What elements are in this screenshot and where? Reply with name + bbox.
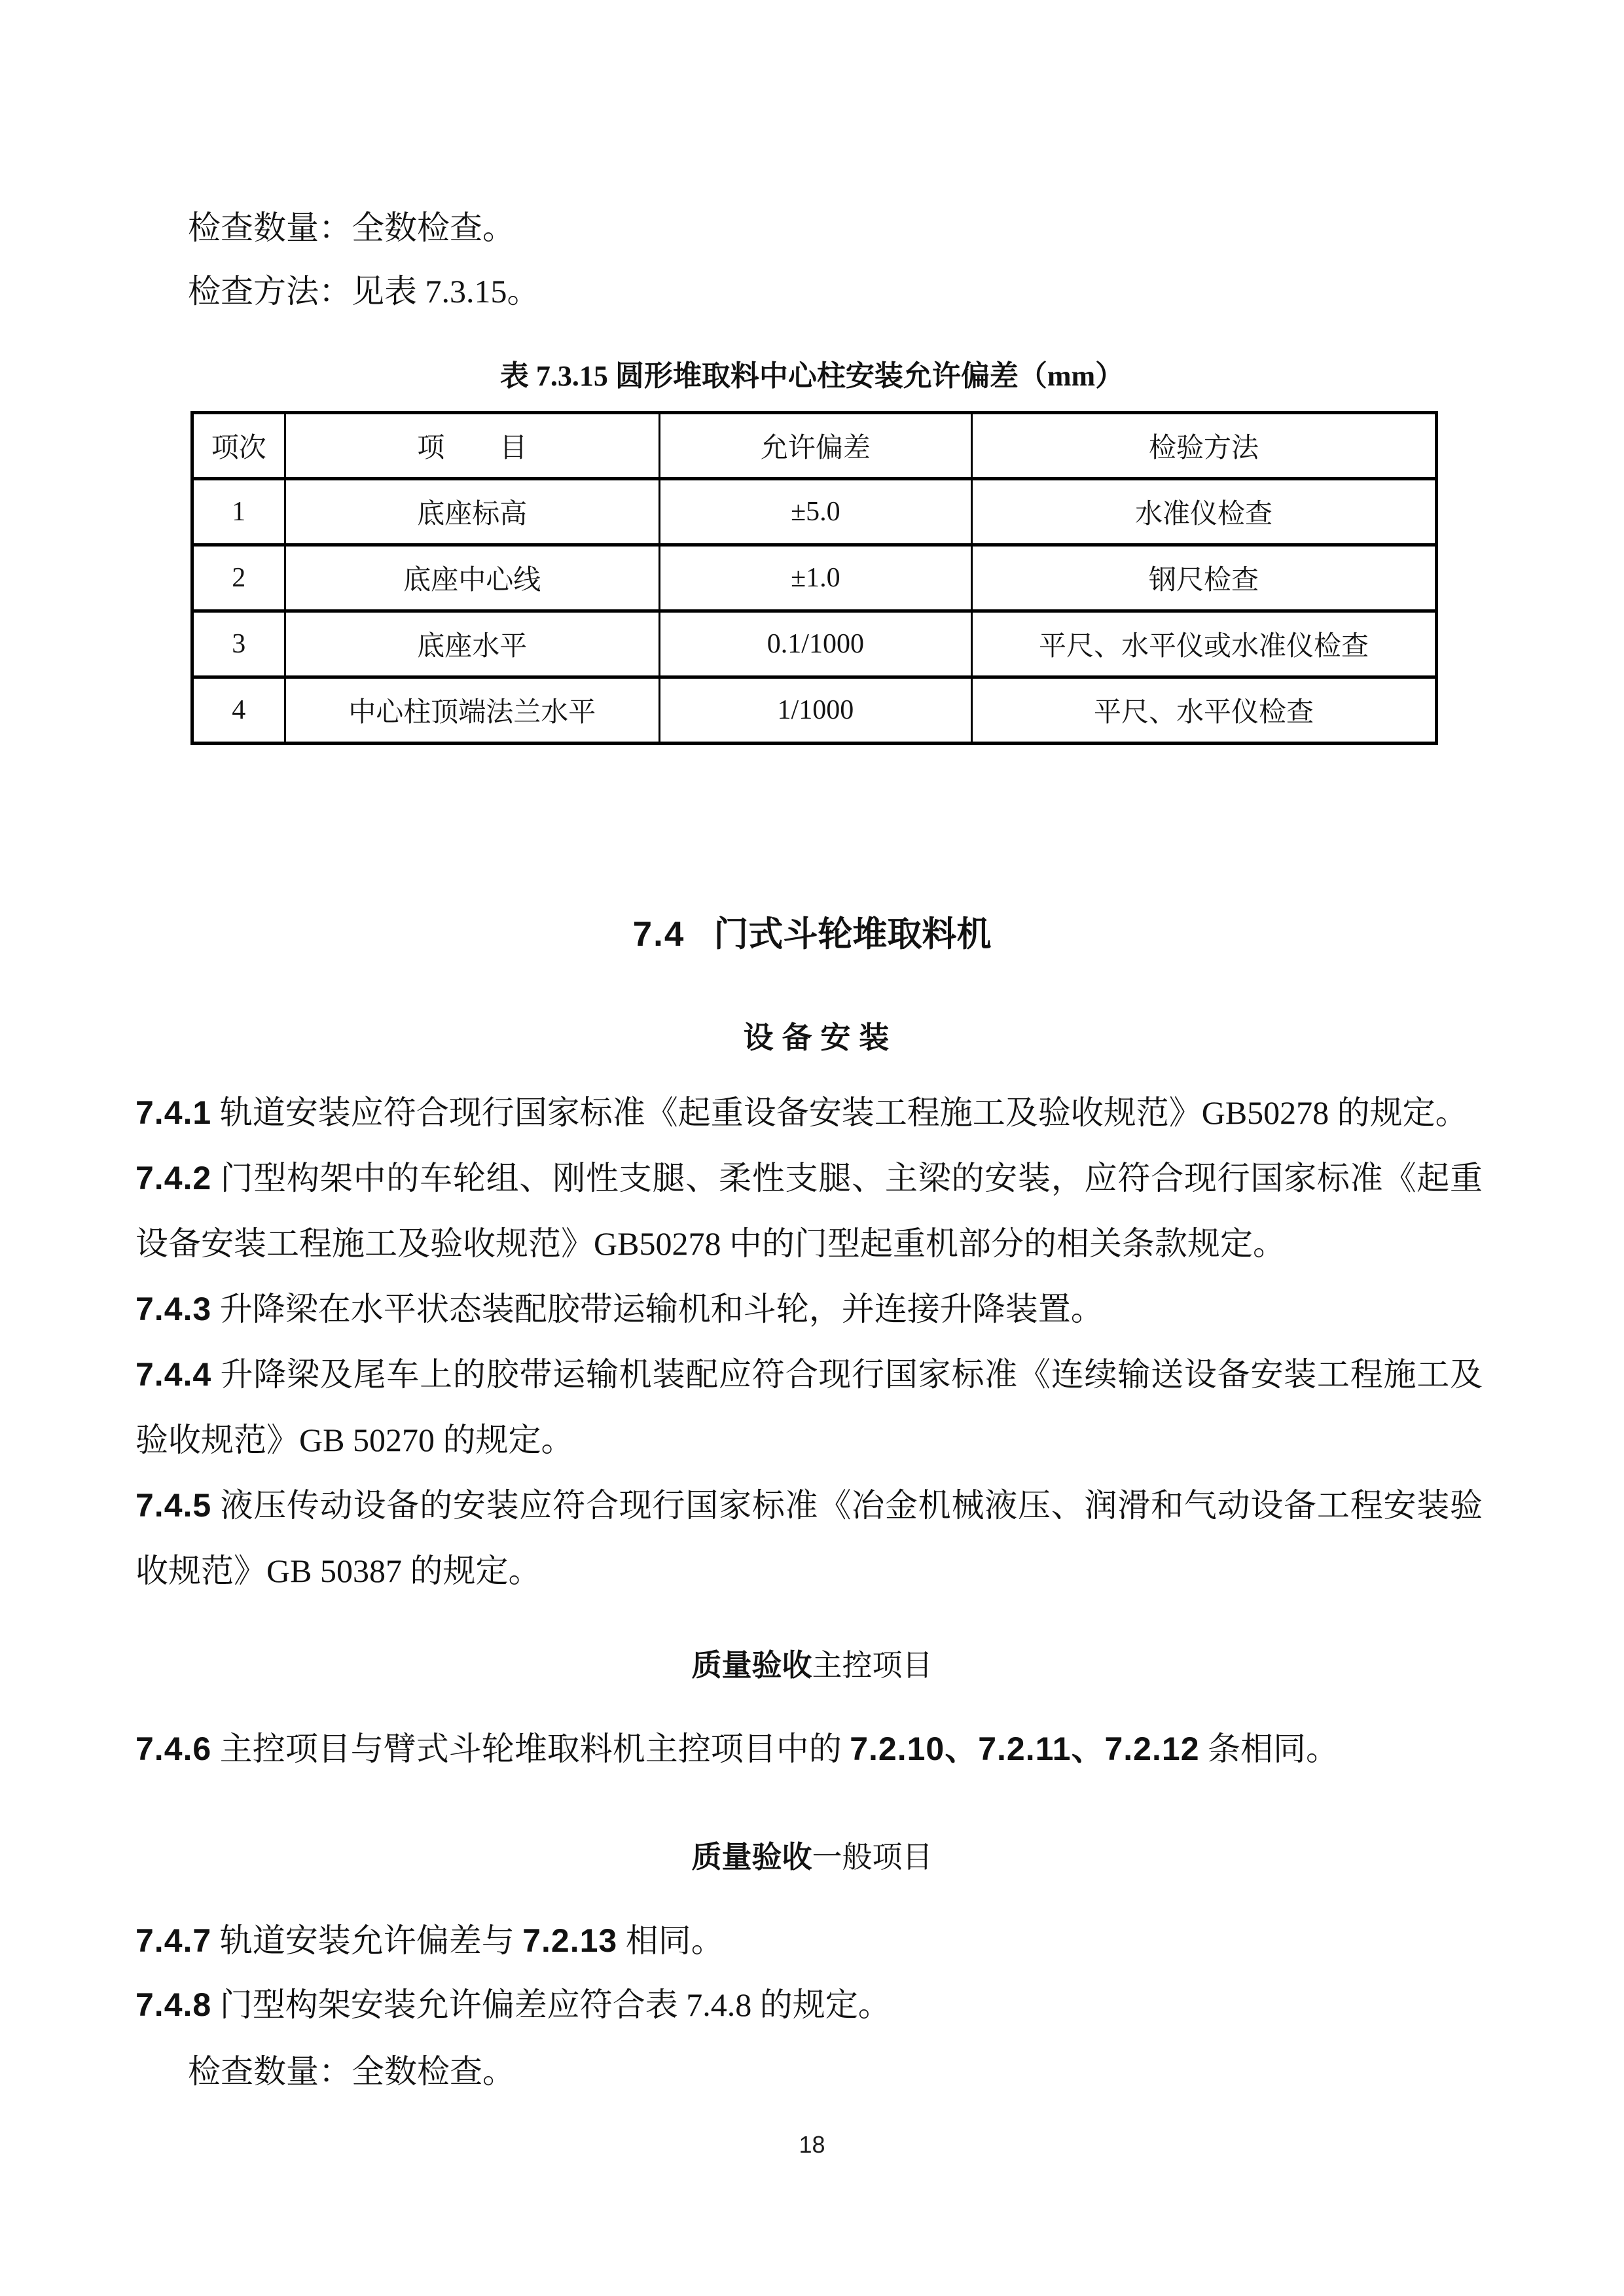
final-check-quantity-line — [135, 2039, 1535, 2104]
cell-row3-no: 3 — [192, 611, 285, 677]
subheading-quality-general — [0, 1825, 1624, 1890]
check-method-text: 检查方法：见表 7.3.15。 — [188, 273, 540, 310]
section-title: 门式斗轮堆取料机 — [713, 916, 992, 954]
clause-text: 液压传动设备的安装应符合现行国家标准《冶金机械液压、润滑和气动设备工程安装验收规范》GB 50387 的规定。 — [135, 1487, 1483, 1589]
check-quantity-text: 检查数量：全数检查。 — [188, 209, 515, 246]
table-row — [192, 545, 1437, 611]
cell-row2-tolerance: ±1.0 — [659, 545, 971, 611]
table-row — [192, 677, 1437, 744]
cell-row1-item: 底座标高 — [285, 479, 659, 545]
clause-number: 7.4.7 — [135, 1922, 212, 1959]
page-number: 18 — [799, 2131, 825, 2158]
clause-block-install — [135, 1080, 1483, 1604]
section-number: 7.4 — [632, 915, 685, 954]
column-header-method: 检验方法 — [971, 413, 1436, 479]
check-quantity-line — [135, 195, 1535, 260]
cell-row2-no: 2 — [192, 545, 285, 611]
clause-748 — [135, 1972, 1483, 2037]
column-header-item: 项 目 — [285, 413, 659, 479]
table-row — [192, 479, 1437, 545]
clause-refs: 7.2.10、7.2.11、7.2.12 — [850, 1731, 1200, 1767]
clause-text: 升降梁在水平状态装配胶带运输机和斗轮，并连接升降装置。 — [219, 1291, 1104, 1327]
clause-number: 7.4.1 — [135, 1094, 212, 1131]
tolerance-table — [190, 411, 1438, 745]
final-check-quantity-text: 检查数量：全数检查。 — [188, 2053, 515, 2090]
clause-text: 门型构架中的车轮组、刚性支腿、柔性支腿、主梁的安装，应符合现行国家标准《起重设备安装工程施工及验收规范》GB50278 中的门型起重机部分的相关条款规定。 — [135, 1160, 1483, 1262]
clause-number: 7.4.8 — [135, 1986, 212, 2023]
clause-744 — [135, 1342, 1483, 1473]
cell-row4-tolerance: 1/1000 — [659, 677, 971, 744]
cell-row1-tolerance: ±5.0 — [659, 479, 971, 545]
table-row — [192, 611, 1437, 677]
subheading-quality-general-rest: 一般项目 — [812, 1840, 933, 1874]
cell-row3-method: 平尺、水平仪或水准仪检查 — [971, 611, 1436, 677]
cell-row4-no: 4 — [192, 677, 285, 744]
clause-number: 7.4.4 — [135, 1356, 212, 1393]
cell-row3-item: 底座水平 — [285, 611, 659, 677]
clause-742 — [135, 1145, 1483, 1276]
cell-row2-item: 底座中心线 — [285, 545, 659, 611]
clause-number: 7.4.2 — [135, 1160, 212, 1196]
clause-745 — [135, 1473, 1483, 1604]
clause-text: 门型构架安装允许偏差应符合表 7.4.8 的规定。 — [219, 1986, 891, 2023]
clause-text-pre: 轨道安装允许偏差与 — [219, 1922, 523, 1959]
clause-text-post: 相同。 — [617, 1922, 724, 1959]
table-caption: 表 7.3.15 圆形堆取料中心柱安装允许偏差（mm） — [499, 360, 1125, 392]
cell-row3-tolerance: 0.1/1000 — [659, 611, 971, 677]
subheading-quality-general-bold: 质量验收 — [691, 1840, 812, 1874]
clause-refs: 7.2.13 — [522, 1922, 618, 1959]
clause-741 — [135, 1080, 1483, 1145]
cell-row4-item: 中心柱顶端法兰水平 — [285, 677, 659, 744]
subheading-quality-main-bold: 质量验收 — [691, 1649, 812, 1682]
subheading-quality-main-rest: 主控项目 — [812, 1649, 933, 1682]
cell-row1-method: 水准仪检查 — [971, 479, 1436, 545]
clause-number: 7.4.3 — [135, 1291, 212, 1327]
clause-746 — [135, 1716, 1483, 1782]
column-header-item-no: 项次 — [192, 413, 285, 479]
clause-number: 7.4.6 — [135, 1731, 212, 1767]
section-heading — [0, 899, 1624, 970]
clause-text: 升降梁及尾车上的胶带运输机装配应符合现行国家标准《连续输送设备安装工程施工及验收规范》GB 50270 的规定。 — [135, 1356, 1483, 1458]
clause-743 — [135, 1276, 1483, 1342]
cell-row4-method: 平尺、水平仪检查 — [971, 677, 1436, 744]
clause-number: 7.4.5 — [135, 1487, 212, 1524]
clause-text-post: 条相同。 — [1199, 1731, 1339, 1767]
subheading-quality-main — [0, 1633, 1624, 1698]
clause-747 — [135, 1908, 1483, 1973]
cell-row2-method: 钢尺检查 — [971, 545, 1436, 611]
check-method-line — [135, 259, 1535, 324]
table-header-row — [192, 413, 1437, 479]
subheading-equipment-install: 设备安装 — [743, 1021, 898, 1054]
clause-text-pre: 主控项目与臂式斗轮堆取料机主控项目中的 — [219, 1731, 850, 1767]
clause-text: 轨道安装应符合现行国家标准《起重设备安装工程施工及验收规范》GB50278 的规定。 — [219, 1094, 1468, 1131]
cell-row1-no: 1 — [192, 479, 285, 545]
column-header-tolerance: 允许偏差 — [659, 413, 971, 479]
